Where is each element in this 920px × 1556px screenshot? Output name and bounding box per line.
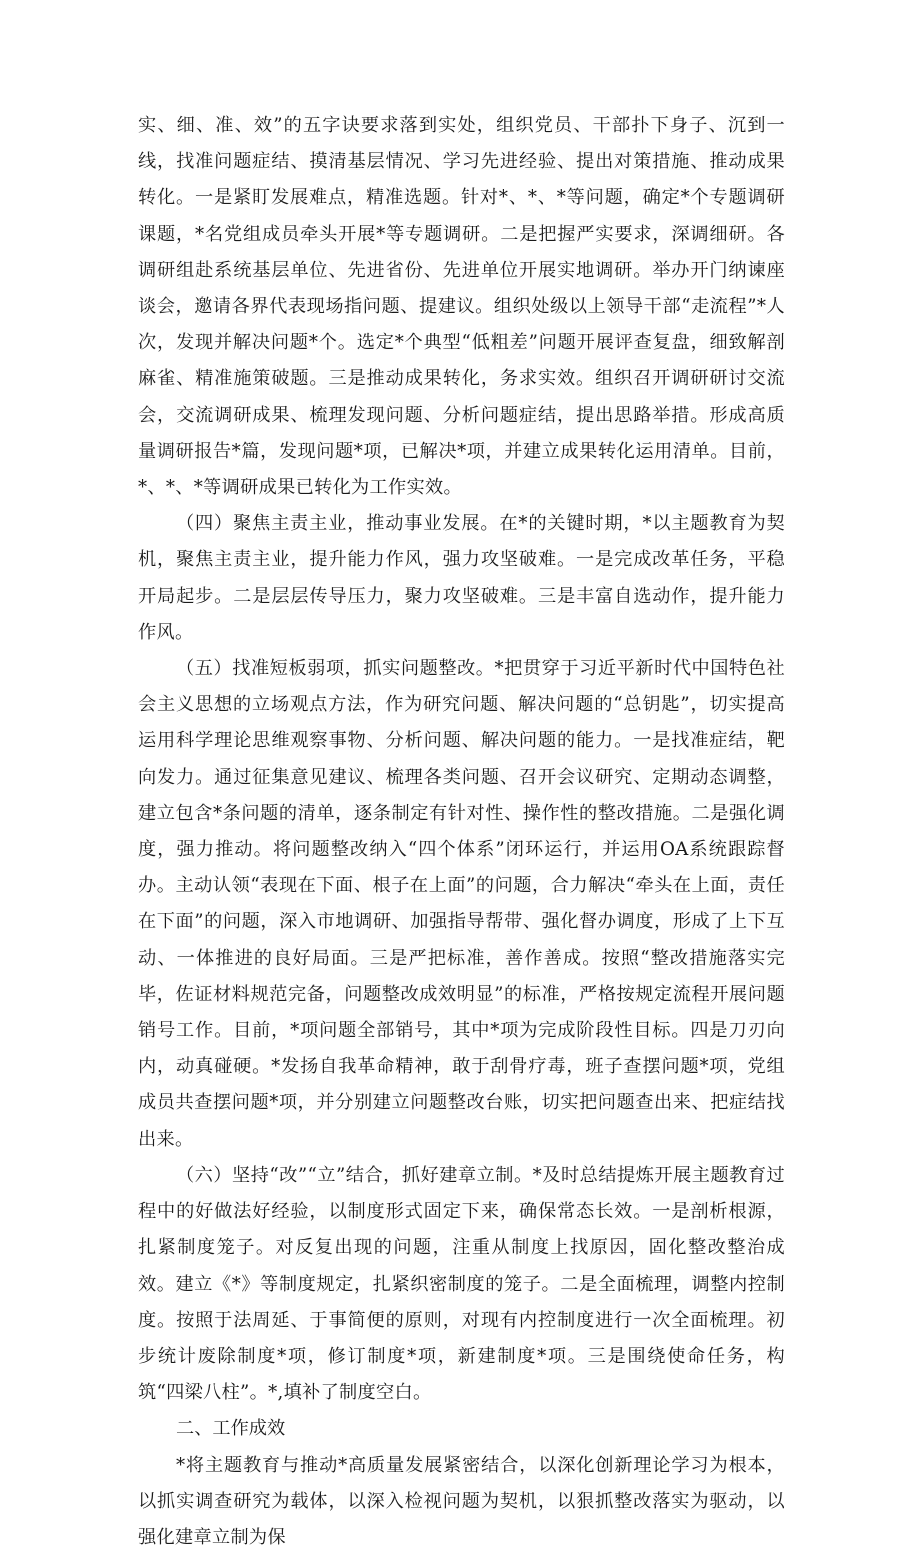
paragraph-research: 实、细、准、效”的五字诀要求落到实处，组织党员、干部扑下身子、沉到一线，找准问题症结、摸清基层情况、学习先进经验、提出对策措施、推动成果转化。一是紧盯发展难点，精准选题。针对*、*、*等问题，确定*个专题调研课题，*名党组成员牵头开展*等专题调研。二是把握严实要求，深调细研。各调研组赴系统基层单位、先进省份、先进单位开展实地调研。举办开门纳谏座谈会，邀请各界代表现场指问题、提建议。组织处级以上领导干部“走流程”*人次，发现并解决问题*个。选定*个典型“低粗差”问题开展评查复盘，细致解剖麻雀、精准施策破题。三是推动成果转化，务求实效。组织召开调研研讨交流会，交流调研成果、梳理发现问题、分析问题症结，提出思路举措。形成高质量调研报告*篇，发现问题*项，已解决*项，并建立成果转化运用清单。目前，*、*、*等调研成果已转化为工作实效。 <box>138 115 785 499</box>
paragraph-section-six: （六）坚持“改”“立”结合，抓好建章立制。*及时总结提炼开展主题教育过程中的好做法好经验，以制度形式固定下来，确保常态长效。一是剖析根源，扎紧制度笼子。对反复出现的问题，注重从制度上找原因，固化整改整治成效。建立《*》等制度规定，扎紧织密制度的笼子。二是全面梳理，调整内控制度。按照于法周延、于事简便的原则，对现有内控制度进行一次全面梳理。初步统计废除制度*项，修订制度*项，新建制度*项。三是围绕使命任务，构筑“四梁八柱”。*,填补了制度空白。 <box>138 1164 785 1404</box>
paragraph-section-four: （四）聚焦主责主业，推动事业发展。在*的关键时期，*以主题教育为契机，聚焦主责主业，提升能力作风，强力攻坚破难。一是完成改革任务，平稳开局起步。二是层层传导压力，聚力攻坚破难。三是丰富自选动作，提升能力作风。 <box>138 513 785 643</box>
section-heading-results: 二、工作成效 <box>176 1418 286 1440</box>
paragraph-section-five: （五）找准短板弱项，抓实问题整改。*把贯穿于习近平新时代中国特色社会主义思想的立场观点方法，作为研究问题、解决问题的“总钥匙”，切实提高运用科学理论思维观察事物、分析问题、解决问题的能力。一是找准症结，靶向发力。通过征集意见建议、梳理各类问题、召开会议研究、定期动态调整，建立包含*条问题的清单，逐条制定有针对性、操作性的整改措施。二是强化调度，强力推动。将问题整改纳入“四个体系”闭环运行，并运用OA系统跟踪督办。主动认领“表现在下面、根子在上面”的问题，合力解决“牵头在上面，责任在下面”的问题，深入市地调研、加强指导帮带、强化督办调度，形成了上下互动、一体推进的良好局面。三是严把标准，善作善成。按照“整改措施落实完毕，佐证材料规范完备，问题整改成效明显”的标准，严格按规定流程开展问题销号工作。目前，*项问题全部销号，其中*项为完成阶段性目标。四是刀刃向内，动真碰硬。*发扬自我革命精神，敢于刮骨疗毒，班子查摆问题*项，党组成员共查摆问题*项，并分别建立问题整改台账，切实把问题查出来、把症结找出来。 <box>138 658 785 1150</box>
document-page <box>138 108 785 1556</box>
paragraph-results-intro: *将主题教育与推动*高质量发展紧密结合，以深化创新理论学习为根本，以抓实调查研究为载体，以深入检视问题为契机，以狠抓整改落实为驱动，以强化建章立制为保 <box>138 1454 785 1548</box>
